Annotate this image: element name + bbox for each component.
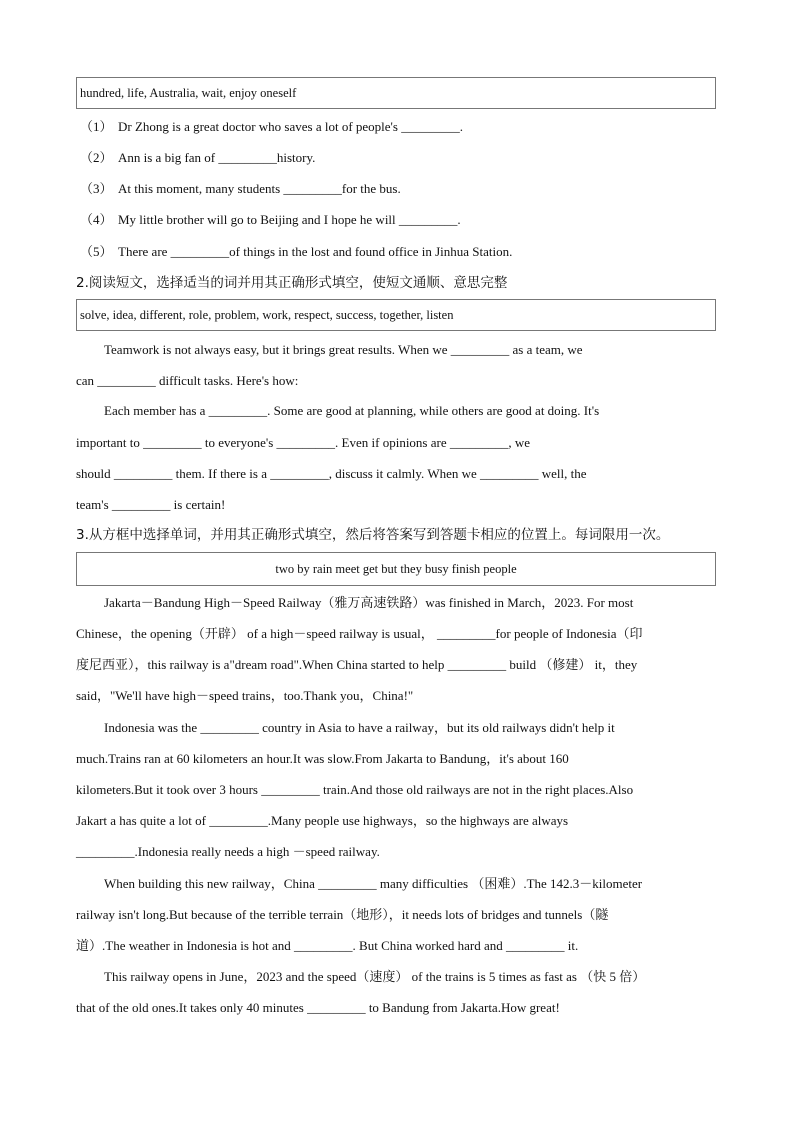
passage-3-line: Jakarta－Bandung High－Speed Railway（雅万高速铁路）was finished in March，2023. For most bbox=[104, 595, 634, 610]
passage-2-line: Each member has a _________. Some are good at planning, while others are good at doing. It's bbox=[104, 403, 600, 418]
word-box-3-text: two by rain meet get but they busy finish people bbox=[275, 561, 517, 576]
word-box-1 bbox=[76, 77, 716, 109]
passage-3-line: kilometers.But it took over 3 hours _________ train.And those old railways are not in the right places.Also bbox=[76, 782, 634, 797]
passage-3-line: Chinese，the opening（开辟） of a high－speed railway is usual， _________for people of Indonesia（印 bbox=[76, 626, 643, 641]
passage-3-line: 道）.The weather in Indonesia is hot and _________. But China worked hard and _________ it. bbox=[76, 938, 579, 953]
word-box-3 bbox=[76, 552, 716, 586]
section-2-heading: 2.阅读短文，选择适当的词并用其正确形式填空，使短文通顺、意思完整 bbox=[76, 275, 508, 291]
question-text: Ann is a big fan of _________history. bbox=[118, 150, 316, 165]
question-number: （5） bbox=[80, 244, 113, 259]
passage-3-line: much.Trains ran at 60 kilometers an hour.It was slow.From Jakarta to Bandung，it's about 160 bbox=[76, 751, 569, 766]
passage-3-line: _________.Indonesia really needs a high －speed railway. bbox=[76, 844, 380, 859]
word-box-2-text: solve, idea, different, role, problem, work, respect, success, together, listen bbox=[80, 307, 454, 322]
passage-2-line: team's _________ is certain! bbox=[76, 497, 226, 512]
passage-2-line: important to _________ to everyone's _________. Even if opinions are _________, we bbox=[76, 435, 531, 450]
passage-3-line: Indonesia was the _________ country in Asia to have a railway，but its old railways didn't help it bbox=[104, 720, 615, 735]
question-text: At this moment, many students _________for the bus. bbox=[118, 181, 401, 196]
passage-3-line: This railway opens in June，2023 and the speed（速度） of the trains is 5 times as fast as （快 5 倍） bbox=[104, 969, 646, 984]
question-number: （4） bbox=[80, 212, 113, 227]
passage-3-line: railway isn't long.But because of the terrible terrain（地形），it needs lots of bridges and tunnels（隧 bbox=[76, 907, 609, 922]
passage-2-line: should _________ them. If there is a _________, discuss it calmly. When we _________ well, the bbox=[76, 466, 587, 481]
passage-2-line: can _________ difficult tasks. Here's how: bbox=[76, 373, 299, 388]
passage-3-line: Jakart a has quite a lot of _________.Many people use highways，so the highways are always bbox=[76, 813, 569, 828]
section-3-heading: 3.从方框中选择单词，并用其正确形式填空，然后将答案写到答题卡相应的位置上。每词限用一次。 bbox=[76, 527, 670, 543]
question-number: （2） bbox=[80, 150, 113, 165]
question-text: My little brother will go to Beijing and I hope he will _________. bbox=[118, 212, 461, 227]
passage-3-line: that of the old ones.It takes only 40 minutes _________ to Bandung from Jakarta.How great! bbox=[76, 1000, 560, 1015]
passage-3-line: 度尼西亚），this railway is a"dream road".When China started to help _________ build （修建） it，they bbox=[76, 657, 638, 672]
question-number: （1） bbox=[80, 119, 113, 134]
passage-3-line: said，"We'll have high－speed trains，too.Thank you，China!" bbox=[76, 688, 414, 703]
word-box-1-text: hundred, life, Australia, wait, enjoy oneself bbox=[80, 85, 297, 100]
word-box-2 bbox=[76, 299, 716, 331]
passage-2-line: Teamwork is not always easy, but it brings great results. When we _________ as a team, we bbox=[104, 342, 583, 357]
question-text: Dr Zhong is a great doctor who saves a lot of people's _________. bbox=[118, 119, 463, 134]
question-text: There are _________of things in the lost and found office in Jinhua Station. bbox=[118, 244, 513, 259]
question-number: （3） bbox=[80, 181, 113, 196]
passage-3-line: When building this new railway，China _________ many difficulties （困难）.The 142.3－kilometer bbox=[104, 876, 643, 891]
